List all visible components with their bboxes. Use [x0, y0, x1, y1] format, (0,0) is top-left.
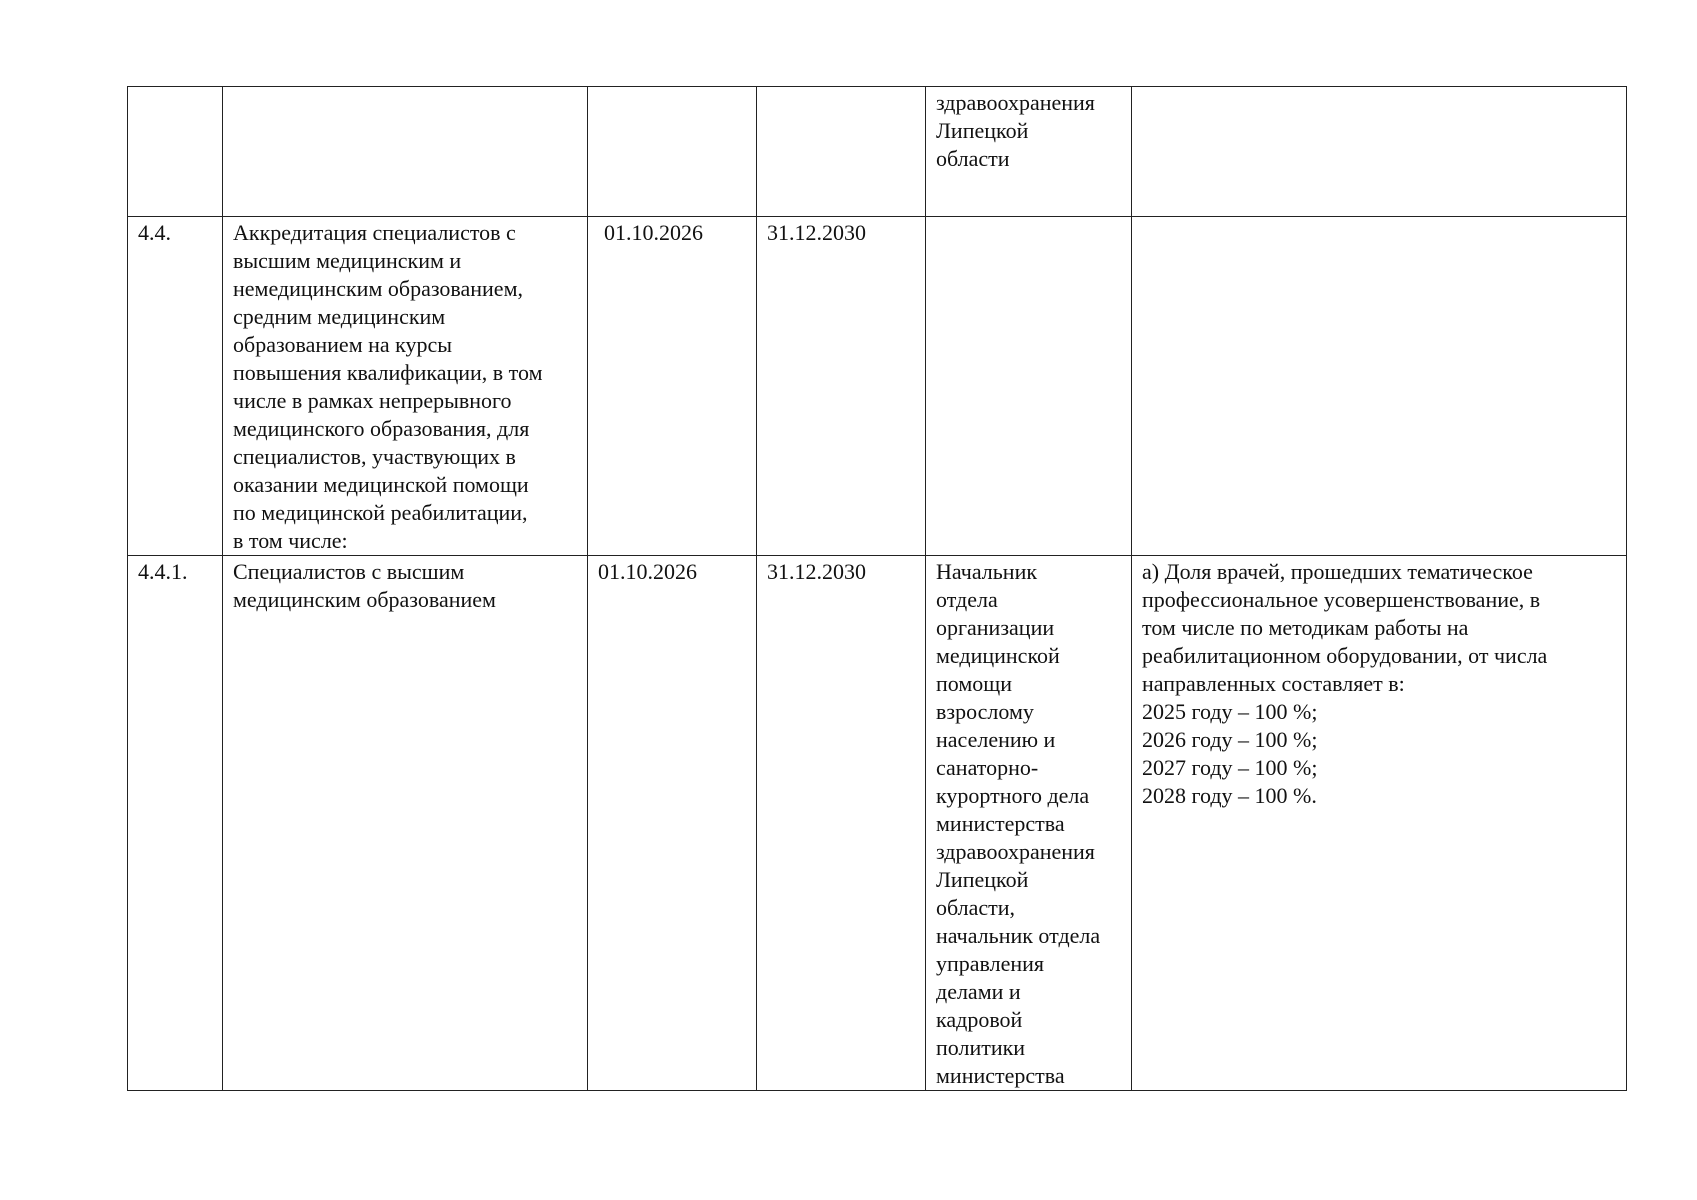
- text-line: реабилитационном оборудовании, от числа: [1142, 643, 1548, 668]
- cell-number: [128, 87, 223, 217]
- text-line: образованием на курсы: [233, 332, 453, 357]
- text-line: управления: [936, 951, 1045, 976]
- text-line: повышения квалификации, в том: [233, 360, 543, 385]
- text-line: немедицинским образованием,: [233, 276, 523, 301]
- text-line: 2025 году – 100 %;: [1142, 699, 1318, 724]
- text-line: медицинской: [936, 643, 1060, 668]
- text-line: профессиональное усовершенствование, в: [1142, 587, 1541, 612]
- cell-event: [223, 217, 588, 556]
- cell-indicator: [1132, 556, 1627, 1091]
- text-line: отдела: [936, 587, 998, 612]
- cell-indicator: [1132, 217, 1627, 556]
- text-line: оказании медицинской помощи: [233, 472, 529, 497]
- cell-number: 4.4.: [128, 217, 223, 556]
- text-line: Специалистов с высшим: [233, 559, 465, 584]
- text-line: взрослому: [936, 699, 1034, 724]
- text-line: в том числе:: [233, 528, 348, 553]
- table-row: [128, 217, 1627, 556]
- cell-end-date: 31.12.2030: [757, 217, 926, 556]
- text-line: Начальник: [936, 559, 1038, 584]
- table-row: [128, 87, 1627, 217]
- text-line: области,: [936, 895, 1016, 920]
- cell-start-date: 01.10.2026: [588, 556, 757, 1091]
- text-line: 2027 году – 100 %;: [1142, 755, 1318, 780]
- cell-responsible: [926, 217, 1132, 556]
- cell-number: 4.4.1.: [128, 556, 223, 1091]
- text-line: а) Доля врачей, прошедших тематическое: [1142, 559, 1533, 584]
- text-line: начальник отдела: [936, 923, 1101, 948]
- cell-responsible: [926, 556, 1132, 1091]
- text-line: области: [936, 146, 1010, 171]
- text-line: кадровой: [936, 1007, 1023, 1032]
- table-row: [128, 556, 1627, 1091]
- text-line: министерства: [936, 811, 1065, 836]
- text-line: Липецкой: [936, 867, 1029, 892]
- table-body: [128, 87, 1627, 1091]
- text-line: числе в рамках непрерывного: [233, 388, 512, 413]
- cell-end-date: 31.12.2030: [757, 556, 926, 1091]
- text-line: специалистов, участвующих в: [233, 444, 516, 469]
- text-line: санаторно-: [936, 755, 1039, 780]
- text-line: высшим медицинским и: [233, 248, 462, 273]
- text-line: медицинского образования, для: [233, 416, 530, 441]
- text-line: 2028 году – 100 %.: [1142, 783, 1317, 808]
- text-line: Липецкой: [936, 118, 1029, 143]
- text-line: здравоохранения: [936, 839, 1095, 864]
- cell-event: [223, 87, 588, 217]
- text-line: курортного дела: [936, 783, 1090, 808]
- cell-indicator: [1132, 87, 1627, 217]
- text-line: Аккредитация специалистов с: [233, 220, 516, 245]
- cell-start-date: 01.10.2026: [588, 217, 757, 556]
- text-line: том числе по методикам работы на: [1142, 615, 1469, 640]
- cell-end-date: [757, 87, 926, 217]
- plan-table: [127, 86, 1627, 1091]
- text-line: направленных составляет в:: [1142, 671, 1405, 696]
- text-line: населению и: [936, 727, 1056, 752]
- text-line: помощи: [936, 671, 1012, 696]
- cell-responsible: [926, 87, 1132, 217]
- text-line: политики: [936, 1035, 1026, 1060]
- text-line: по медицинской реабилитации,: [233, 500, 528, 525]
- cell-start-date: [588, 87, 757, 217]
- text-line: организации: [936, 615, 1055, 640]
- text-line: делами и: [936, 979, 1021, 1004]
- text-line: средним медицинским: [233, 304, 446, 329]
- cell-event: [223, 556, 588, 1091]
- text-line: министерства: [936, 1063, 1065, 1088]
- text-line: 2026 году – 100 %;: [1142, 727, 1318, 752]
- text-line: здравоохранения: [936, 90, 1095, 115]
- text-line: медицинским образованием: [233, 587, 496, 612]
